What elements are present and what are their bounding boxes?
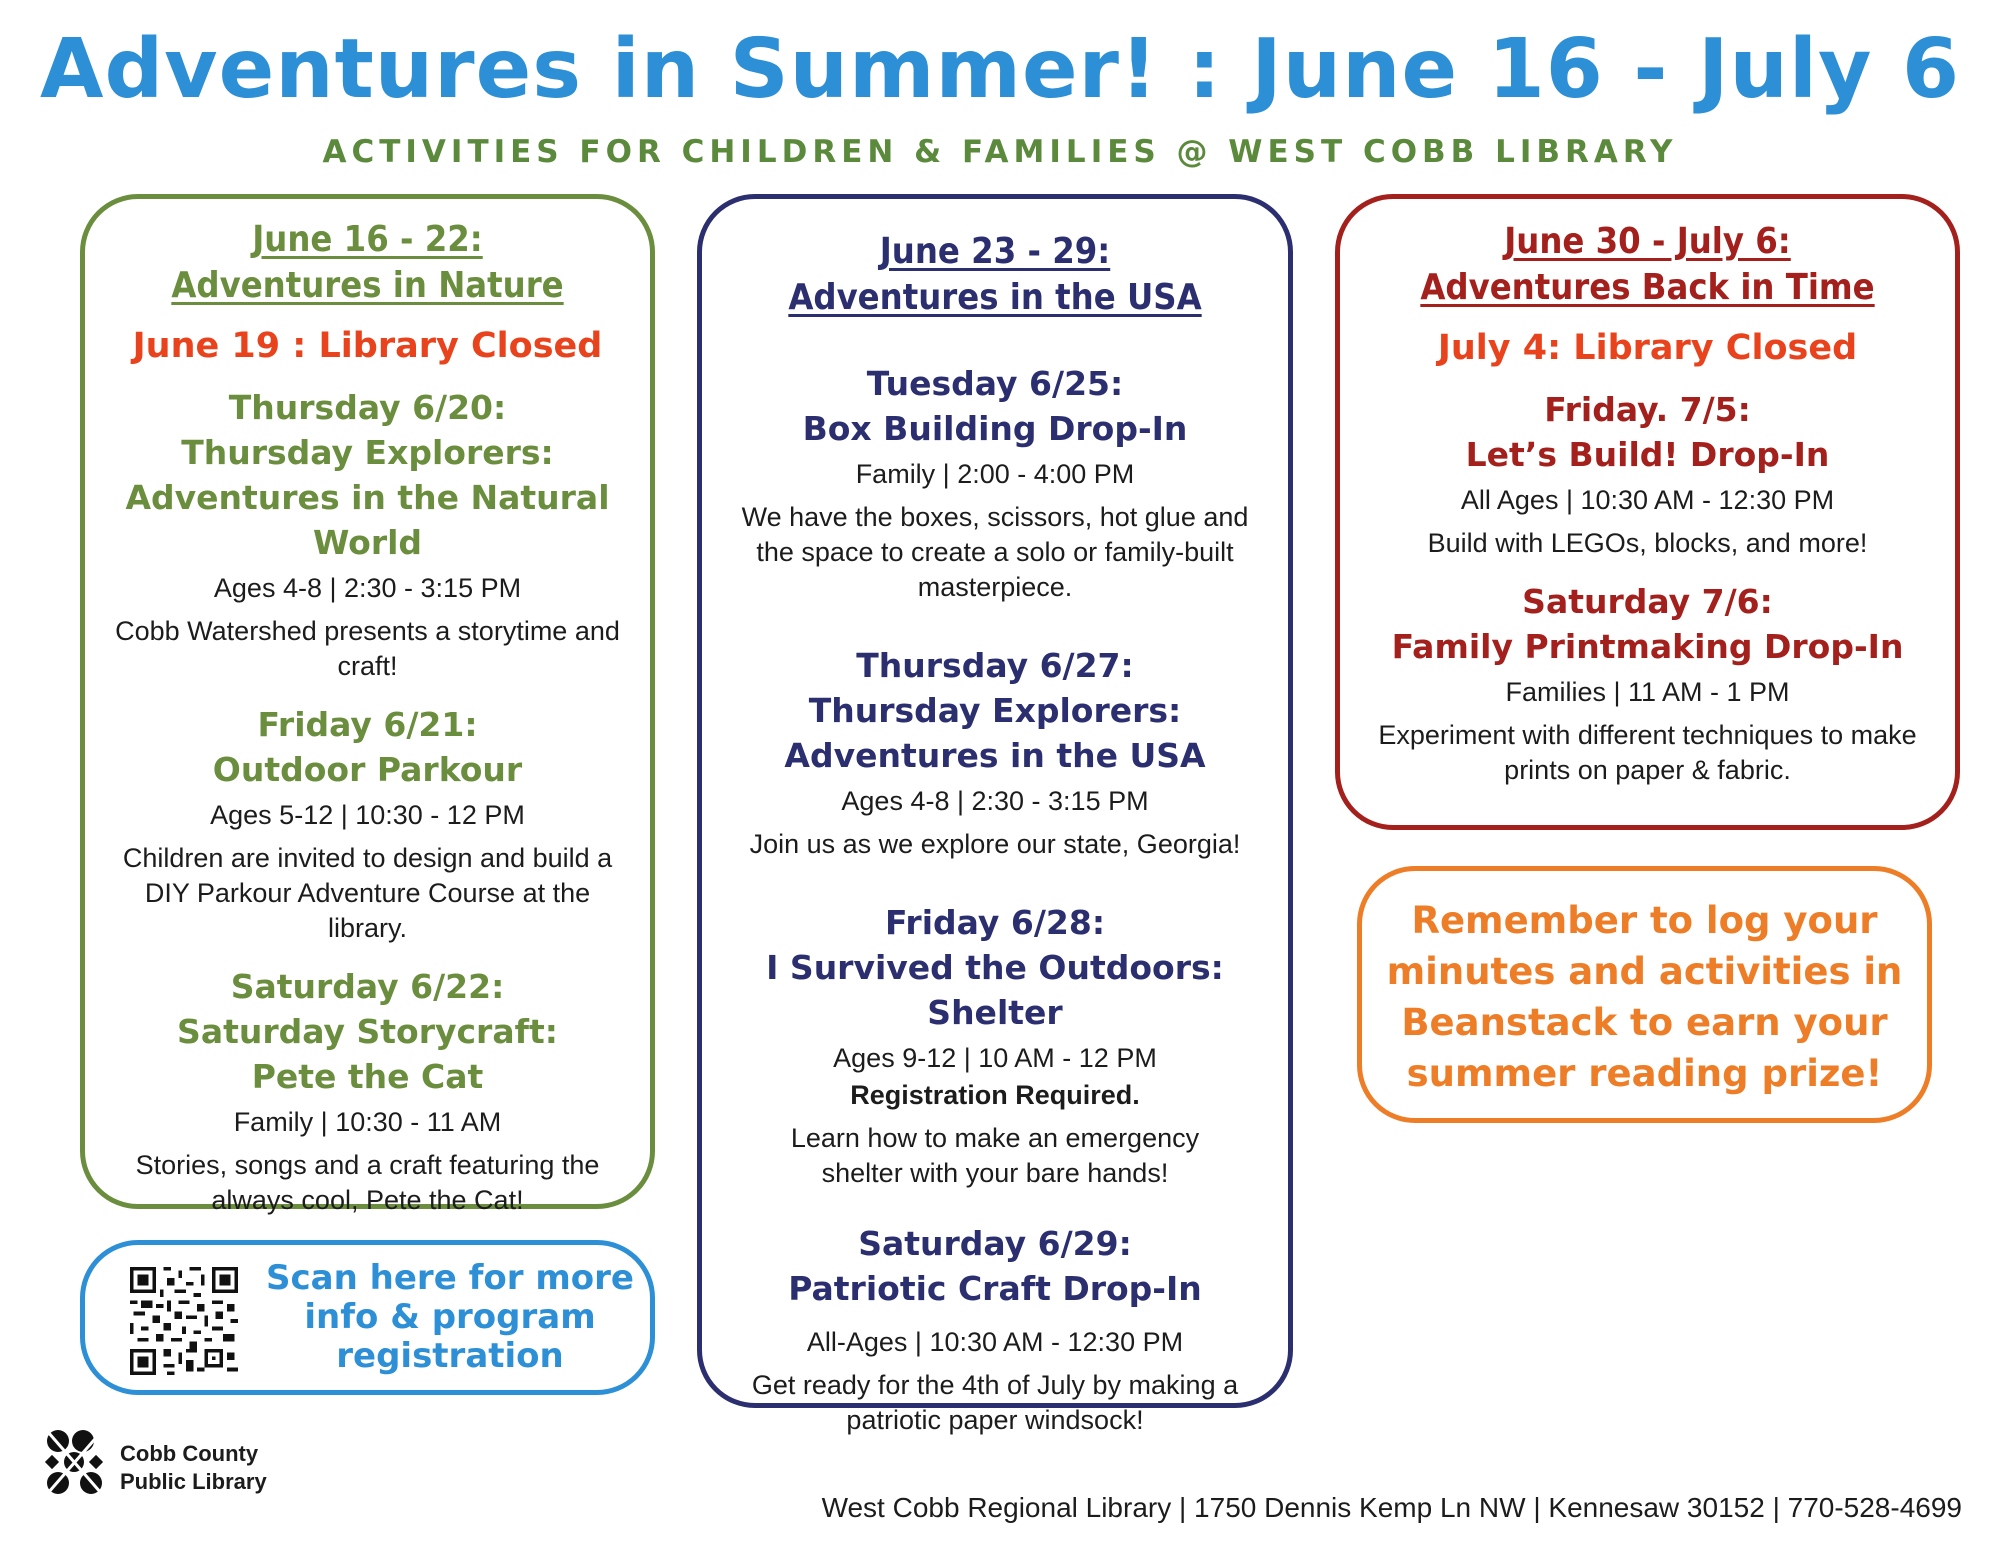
event-item: [716, 361, 1274, 605]
event-title: Saturday Storycraft:: [177, 1012, 558, 1051]
event-meta: All Ages | 10:30 AM - 12:30 PM: [1460, 485, 1835, 515]
logo-line2: Public Library: [120, 1469, 267, 1494]
event-title: Box Building Drop-In: [802, 409, 1188, 448]
event-title: Family Printmaking Drop-In: [1391, 627, 1904, 666]
week3-heading-theme: Adventures Back in Time: [1420, 267, 1875, 308]
event-desc: Learn how to make an emergency shelter with your bare hands!: [790, 1123, 1200, 1188]
event-date: Friday 6/28:: [884, 903, 1106, 942]
week3-heading-dates: June 30 - July 6:: [1504, 221, 1791, 262]
event-title: Let’s Build! Drop-In: [1465, 435, 1830, 474]
qr-code-icon[interactable]: [130, 1267, 238, 1375]
event-desc: We have the boxes, scissors, hot glue and the space to create a solo or family-built masterpiece.: [741, 502, 1249, 602]
event-item: [716, 643, 1274, 862]
event-date: Saturday 6/29:: [858, 1224, 1132, 1263]
reading-reminder-box: [1357, 866, 1932, 1123]
event-desc: Cobb Watershed presents a storytime and craft!: [115, 616, 620, 681]
library-logo-text: [120, 1440, 267, 1496]
event-desc: Get ready for the 4th of July by making a patriotic paper windsock!: [751, 1370, 1239, 1435]
event-item: [99, 702, 636, 946]
event-meta: All-Ages | 10:30 AM - 12:30 PM: [806, 1327, 1184, 1357]
event-desc: Experiment with different techniques to make prints on paper & fabric.: [1378, 720, 1917, 785]
event-desc: Stories, songs and a craft featuring the always cool, Pete the Cat!: [135, 1150, 600, 1215]
event-date: Friday. 7/5:: [1544, 390, 1751, 429]
page-subtitle: ACTIVITIES FOR CHILDREN & FAMILIES @ WEST COBB LIBRARY: [322, 134, 1678, 170]
week3-heading: [1354, 219, 1941, 311]
week2-panel: [697, 194, 1293, 1435]
cobb-library-logo-icon: [43, 1427, 106, 1499]
event-title: Patriotic Craft Drop-In: [788, 1269, 1202, 1308]
event-meta: Ages 5-12 | 10:30 - 12 PM: [210, 800, 525, 830]
event-meta: Families | 11 AM - 1 PM: [1505, 677, 1790, 707]
event-meta: Family | 10:30 - 11 AM: [233, 1107, 502, 1137]
week1-panel: [80, 194, 655, 1215]
event-meta: Family | 2:00 - 4:00 PM: [855, 459, 1135, 489]
reading-reminder-text: Remember to log your minutes and activities in Beanstack to earn your summer reading prize!: [1386, 899, 1903, 1095]
event-title: Thursday Explorers:: [808, 691, 1182, 730]
event-date: Friday 6/21:: [257, 705, 478, 744]
event-date: Thursday 6/20:: [228, 388, 507, 427]
event-title: Outdoor Parkour: [212, 750, 523, 789]
event-title: Thursday Explorers:: [181, 433, 554, 472]
logo-line1: Cobb County: [120, 1441, 259, 1466]
week3-closed-notice: July 4: Library Closed: [1437, 328, 1858, 368]
event-date: Tuesday 6/25:: [866, 364, 1124, 403]
event-date: Thursday 6/27:: [856, 646, 1134, 685]
event-desc: Children are invited to design and build a DIY Parkour Adventure Course at the library.: [122, 843, 613, 943]
event-date: Saturday 7/6:: [1522, 582, 1773, 621]
week2-heading-dates: June 23 - 29:: [879, 231, 1111, 272]
week2-heading: [716, 229, 1274, 321]
event-item: [99, 385, 636, 684]
event-subtitle: Adventures in the Natural World: [125, 478, 610, 562]
event-item: [716, 900, 1274, 1191]
event-desc: Build with LEGOs, blocks, and more!: [1427, 528, 1868, 558]
event-item: [716, 1221, 1274, 1438]
qr-info-box[interactable]: [80, 1240, 655, 1395]
event-meta: Ages 4-8 | 2:30 - 3:15 PM: [213, 573, 522, 603]
event-item: [1354, 387, 1941, 561]
week1-heading: [99, 217, 636, 309]
page-title: Adventures in Summer! : June 16 - July 6: [40, 22, 1960, 117]
week3-panel: [1335, 194, 1960, 830]
event-date: Saturday 6/22:: [230, 967, 505, 1006]
event-item: [1354, 579, 1941, 788]
event-meta: Ages 4-8 | 2:30 - 3:15 PM: [841, 786, 1149, 816]
week1-heading-dates: June 16 - 22:: [252, 219, 483, 260]
event-title: I Survived the Outdoors: Shelter: [766, 948, 1224, 1032]
event-subtitle: Adventures in the USA: [784, 736, 1206, 775]
qr-info-text: Scan here for more info & program registration: [266, 1258, 634, 1376]
event-meta: Ages 9-12 | 10 AM - 12 PM: [833, 1043, 1157, 1073]
week1-heading-theme: Adventures in Nature: [171, 265, 564, 306]
week1-closed-notice: June 19 : Library Closed: [132, 326, 603, 366]
event-desc: Join us as we explore our state, Georgia!: [749, 829, 1241, 859]
event-registration-note: Registration Required.: [850, 1080, 1140, 1110]
week2-heading-theme: Adventures in the USA: [788, 277, 1202, 318]
footer-address: West Cobb Regional Library | 1750 Dennis Kemp Ln NW | Kennesaw 30152 | 770-528-4699: [821, 1492, 1962, 1523]
event-item: [99, 964, 636, 1218]
event-subtitle: Pete the Cat: [251, 1057, 484, 1096]
